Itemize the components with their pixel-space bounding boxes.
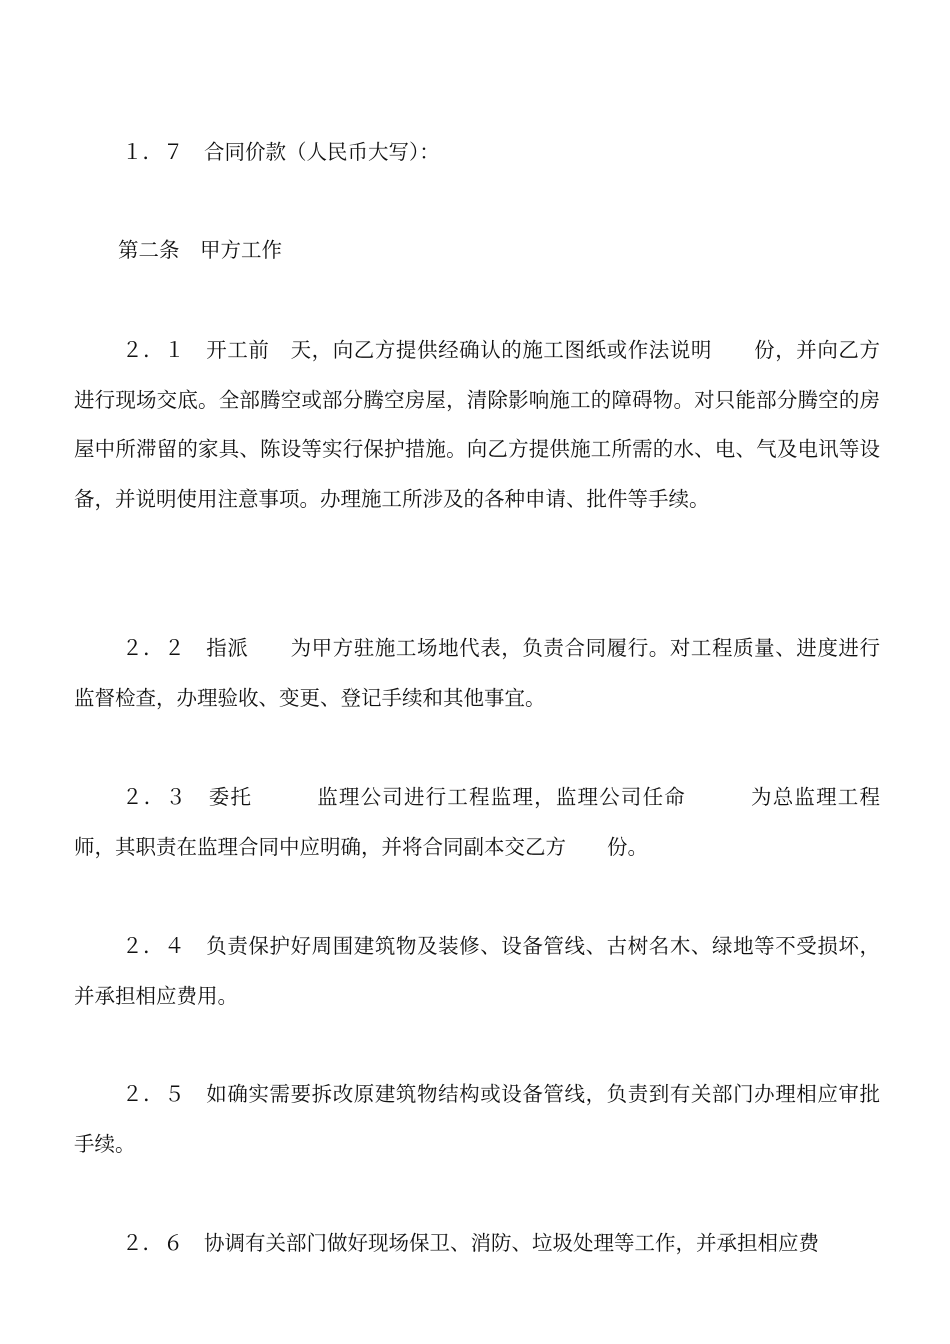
clause-2-3: ２．３ 委托 监理公司进行工程监理，监理公司任命 为总监理工程师，其职责在监理合同中应明确，并将合同副本交乙方 份。: [74, 785, 880, 859]
clause-2-5: ２．５ 如确实需要拆改原建筑物结构或设备管线，负责到有关部门办理相应审批手续。: [74, 1082, 880, 1156]
article-2-heading: 第二条 甲方工作: [118, 238, 282, 262]
clause-2-1: ２．１ 开工前 天，向乙方提供经确认的施工图纸或作法说明 份，并向乙方进行现场交底。全部腾空或部分腾空房屋，清除影响施工的障碍物。对只能部分腾空的房屋中所滞留的家具、陈设等实行保护措施。向乙方提供施工所需的水、电、气及电讯等设备，并说明使用注意事项。办理施工所涉及的各种申请、批件等手续。: [74, 338, 880, 511]
clause-2-6: ２．６ 协调有关部门做好现场保卫、消防、垃圾处理等工作，并承担相应费: [122, 1231, 819, 1255]
clause-2-2: ２．２ 指派 为甲方驻施工场地代表，负责合同履行。对工程质量、进度进行监督检查，办理验收、变更、登记手续和其他事宜。: [74, 636, 880, 710]
clause-2-4: ２．４ 负责保护好周围建筑物及装修、设备管线、古树名木、绿地等不受损坏，并承担相应费用。: [74, 934, 880, 1008]
clause-1-7: １．７ 合同价款（人民币大写）：: [122, 140, 440, 164]
